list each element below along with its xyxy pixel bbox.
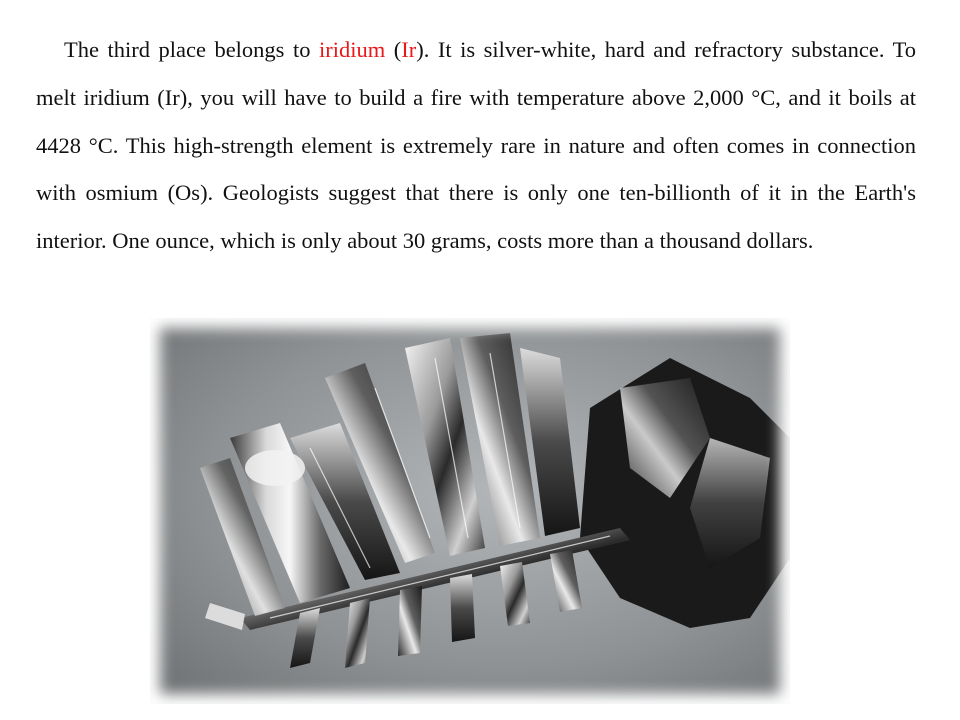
highlight-ir: Ir — [401, 37, 417, 62]
crystal-illustration — [150, 318, 790, 704]
paragraph-text-3: ). It is silver-white, hard and refractory substance. To melt iridium (Ir), you will have to build a fire with temperature above 2,000 °C, and it boils at 4428 °C. This high-strength element is extremely rare in nature and often comes in connection with osmium (Os). Geologists suggest that there is only one ten-billionth of it in the Earth's interior. One ounce, which is only about 30 grams, costs more than a thousand dollars. — [36, 37, 916, 254]
highlight-iridium: iridium — [318, 37, 386, 62]
paragraph-text-1: The third place belongs to — [64, 37, 319, 62]
paragraph-text-2: ( — [385, 37, 402, 62]
body-paragraph — [36, 26, 916, 265]
iridium-crystal-photo — [150, 318, 790, 704]
